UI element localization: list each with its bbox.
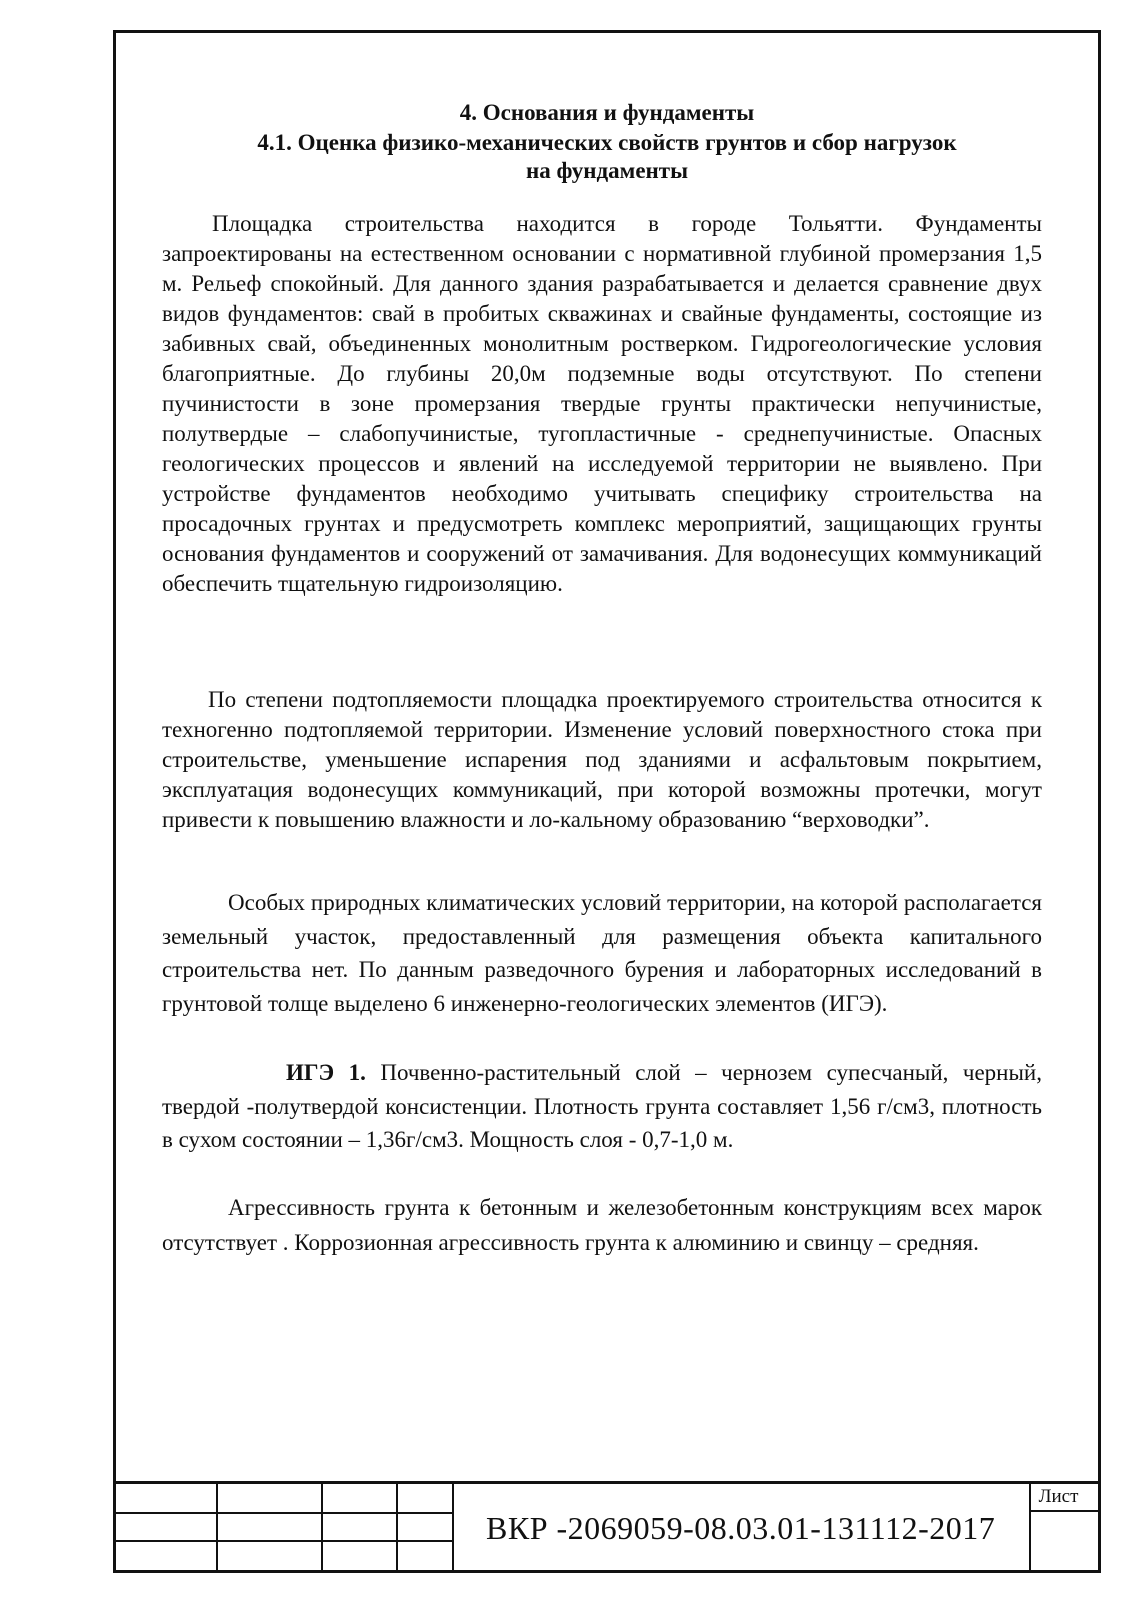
title-block-divider: [396, 1484, 398, 1570]
paragraph-flooding: По степени подтопляемости площадка проектируемого строительства относится к техногенно подтопляемой территории. Изменение условий поверхностного стока при строительстве, уменьшение испарения под зданиями и асфальтовым покрытием, эксплуатация водонесущих коммуникаций, при которой возможны протечки, могут привести к повышению влажности и ло-кальному образованию “верховодки”.: [162, 687, 1042, 832]
paragraph-site-conditions: Площадка строительства находится в городе Тольятти. Фундаменты запроектированы на естественном основании с нормативной глубиной промерзания 1,5 м. Рельеф спокойный. Для данного здания разрабатывается и делается сравнение двух видов фундаментов: свай в пробитых скважинах и свайные фундаменты, состоящие из забивных свай, объединенных монолитным ростверком. Гидрогеологические условия благоприятные. До глубины 20,0м подземные воды отсутствуют. По степени пучинистости в зоне промерзания твердые грунты практически непучинистые, полутвердые – слабопучинистые, тугопластичные - среднепучинистые. Опасных геологических процессов и явлений на исследуемой территории не выявлено. При устройстве фундаментов необходимо учитывать специфику строительства на просадочных грунтах и предусмотреть комплекс мероприятий, защищающих грунты основания фундаментов и сооружений от замачивания. Для водонесущих коммуникаций обеспечить тщательную гидроизоляцию.: [162, 211, 1042, 596]
ige1-description: Почвенно-растительный слой – чернозем супесчаный, черный, твердой -полутвердой консистенции. Плотность грунта составляет 1,56 г/см3, плотность в сухом состоянии – 1,36г/см3. Мощность слоя - 0,7-1,0 м.: [162, 1060, 1042, 1152]
paragraph-ige1: [162, 1056, 1042, 1157]
paragraph-aggressiveness: Агрессивность грунта к бетонным и железобетонным конструкциям всех марок отсутствует . Коррозионная агрессивность грунта к алюминию и свинцу – средняя.: [162, 1195, 1042, 1255]
title-block-divider: [216, 1484, 218, 1570]
paragraph-climate: Особых природных климатических условий территории, на которой располагается земельный участок, предоставленный для размещения объекта капитального строительства нет. По данным разведочного бурения и лабораторных исследований в грунтовой толще выделено 6 инженерно-геологических элементов (ИГЭ).: [162, 890, 1042, 1016]
section-title: 4. Основания и фундаменты: [459, 100, 755, 125]
title-block: [116, 1481, 1098, 1570]
title-block-row-line: [116, 1512, 452, 1514]
title-block-divider: [321, 1484, 323, 1570]
subsection-title: 4.1. Оценка физико-механических свойств грунтов и сбор нагрузок: [257, 130, 957, 155]
title-block-row-line: [116, 1540, 452, 1542]
title-block-row-line: [1029, 1510, 1099, 1512]
document-code: ВКР -2069059-08.03.01-131112-2017: [486, 1510, 996, 1546]
ige1-label: ИГЭ 1.: [286, 1060, 366, 1085]
title-block-divider: [452, 1484, 454, 1570]
page-frame: [113, 30, 1101, 1573]
subsection-title-continued: на фундаменты: [525, 158, 689, 183]
sheet-label: Лист: [1038, 1486, 1079, 1507]
